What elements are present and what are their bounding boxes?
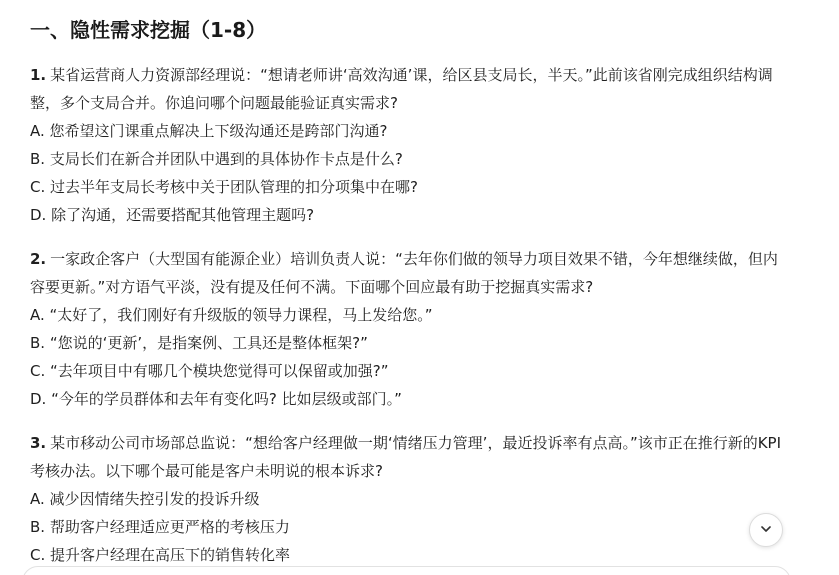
option-c: C. 提升客户经理在高压下的销售转化率 [30, 546, 291, 564]
option-c: C. “去年项目中有哪几个模块您觉得可以保留或加强?” [30, 362, 389, 380]
question-number: 3. [30, 434, 47, 452]
question-text: 某市移动公司市场部总监说：“想给客户经理做一期‘情绪压力管理’，最近投诉率有点高。”该市正在推行新的KPI考核办法。以下哪个最可能是客户未明说的根本诉求? [30, 434, 782, 480]
option-b: B. “您说的‘更新’，是指案例、工具还是整体框架?” [30, 334, 368, 352]
option-a: A. 您希望这门课重点解决上下级沟通还是跨部门沟通? [30, 122, 388, 140]
option-d: D. 除了沟通，还需要搭配其他管理主题吗? [30, 206, 315, 224]
scroll-to-bottom-button[interactable] [749, 513, 783, 547]
question-text: 一家政企客户（大型国有能源企业）培训负责人说：“去年你们做的领导力项目效果不错，今年想继续做，但内容要更新。”对方语气平淡，没有提及任何不满。下面哪个回应最有助于挖掘真实需求? [30, 250, 778, 296]
option-b: B. 帮助客户经理适应更严格的考核压力 [30, 518, 290, 536]
question-1 [30, 61, 790, 229]
question-3 [30, 429, 790, 569]
chevron-down-icon [759, 521, 773, 540]
option-a: A. 减少因情绪失控引发的投诉升级 [30, 490, 260, 508]
option-a: A. “太好了，我们刚好有升级版的领导力课程，马上发给您。” [30, 306, 433, 324]
question-number: 1. [30, 66, 47, 84]
question-stem [30, 245, 790, 301]
message-input-box[interactable] [22, 566, 791, 575]
question-text: 某省运营商人力资源部经理说：“想请老师讲‘高效沟通’课，给区县支局长，半天。”此前该省刚完成组织结构调整，多个支局合并。你追问哪个问题最能验证真实需求? [30, 66, 773, 112]
question-number: 2. [30, 250, 47, 268]
question-stem [30, 429, 790, 485]
option-d: D. “今年的学员群体和去年有变化吗? 比如层级或部门。” [30, 390, 402, 408]
question-stem [30, 61, 790, 117]
option-b: B. 支局长们在新合并团队中遇到的具体协作卡点是什么? [30, 150, 403, 168]
section-title: 一、隐性需求挖掘（1-8） [30, 18, 267, 42]
question-2 [30, 245, 790, 413]
option-c: C. 过去半年支局长考核中关于团队管理的扣分项集中在哪? [30, 178, 418, 196]
